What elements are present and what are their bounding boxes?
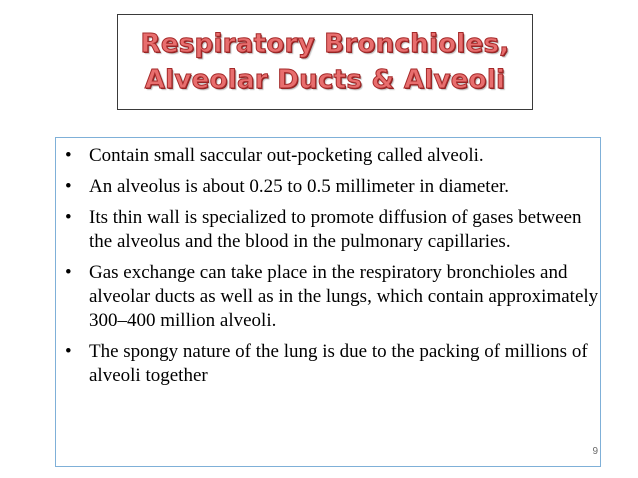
title-line-2: Alveolar Ducts & Alveoli [144,65,506,95]
bullet-list [65,144,600,395]
bullet-icon: • [65,262,72,283]
bullet-icon: • [65,207,72,228]
bullet-text: Gas exchange can take place in the respiratory bronchioles and alveolar ducts as well as in the lungs, which contain approximately 300–400 million alveoli. [89,262,599,331]
bullet-item [65,144,600,168]
title-box [117,14,533,110]
bullet-icon: • [65,145,72,166]
bullet-icon: • [65,341,72,362]
bullet-text: Its thin wall is specialized to promote diffusion of gases between the alveolus and the blood in the pulmonary capillaries. [89,207,582,252]
bullet-text: The spongy nature of the lung is due to the packing of millions of alveoli together [89,341,588,386]
title-line-1: Respiratory Bronchioles, [140,29,510,59]
bullet-item [65,261,600,333]
bullet-text: An alveolus is about 0.25 to 0.5 millimeter in diameter. [89,176,510,197]
page-number: 9 [592,446,598,457]
bullet-item [65,175,600,199]
bullet-icon: • [65,176,72,197]
bullet-item [65,340,600,388]
bullet-text: Contain small saccular out-pocketing called alveoli. [89,145,484,166]
bullet-item [65,206,600,254]
